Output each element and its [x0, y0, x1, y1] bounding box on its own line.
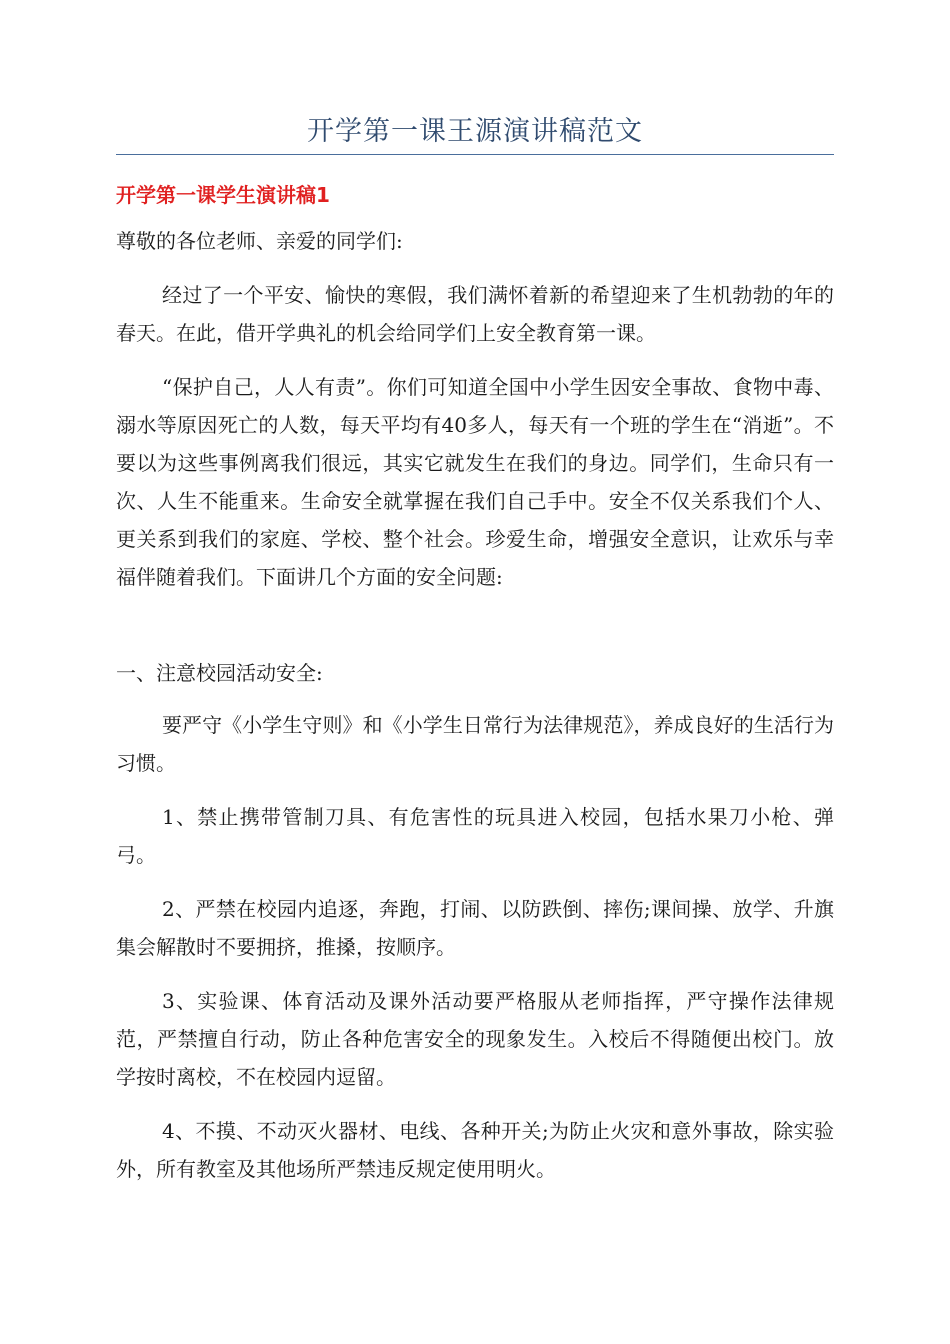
- subsection-heading-1: 一、注意校园活动安全:: [116, 661, 323, 685]
- document-title: 开学第一课王源演讲稿范文: [307, 116, 643, 147]
- salutation: 尊敬的各位老师、亲爱的同学们:: [116, 229, 403, 253]
- list-item-3: 3、实验课、体育活动及课外活动要严格服从老师指挥，严守操作法律规范，严禁擅自行动，防止各种危害安全的现象发生。入校后不得随便出校门。放学按时离校，不在校园内逗留。: [116, 989, 834, 1089]
- list-item-2: 2、严禁在校园内追逐，奔跑，打闹、以防跌倒、摔伤;课间操、放学、升旗集会解散时不要拥挤，推搡，按顺序。: [116, 897, 834, 959]
- list-item-1: 1、禁止携带管制刀具、有危害性的玩具进入校园，包括水果刀小枪、弹弓。: [116, 805, 834, 867]
- list-item-4: 4、不摸、不动灭火器材、电线、各种开关;为防止火灾和意外事故，除实验外，所有教室及其他场所严禁违反规定使用明火。: [116, 1119, 834, 1181]
- paragraph-2: “保护自己，人人有责”。你们可知道全国中小学生因安全事故、食物中毒、溺水等原因死亡的人数，每天平均有40多人，每天有一个班的学生在“消逝”。不要以为这些事例离我们很远，其实它就发生在我们的身边。同学们，生命只有一次、人生不能重来。生命安全就掌握在我们自己手中。安全不仅关系我们个人、更关系到我们的家庭、学校、整个社会。珍爱生命，增强安全意识，让欢乐与幸福伴随着我们。下面讲几个方面的安全问题:: [116, 375, 834, 589]
- paragraph-rules-intro: 要严守《小学生守则》和《小学生日常行为法律规范》，养成良好的生活行为习惯。: [116, 713, 834, 775]
- section-heading: 开学第一课学生演讲稿1: [116, 183, 330, 207]
- paragraph-1: 经过了一个平安、愉快的寒假，我们满怀着新的希望迎来了生机勃勃的年的春天。在此，借开学典礼的机会给同学们上安全教育第一课。: [116, 283, 834, 345]
- title-divider: [116, 154, 834, 155]
